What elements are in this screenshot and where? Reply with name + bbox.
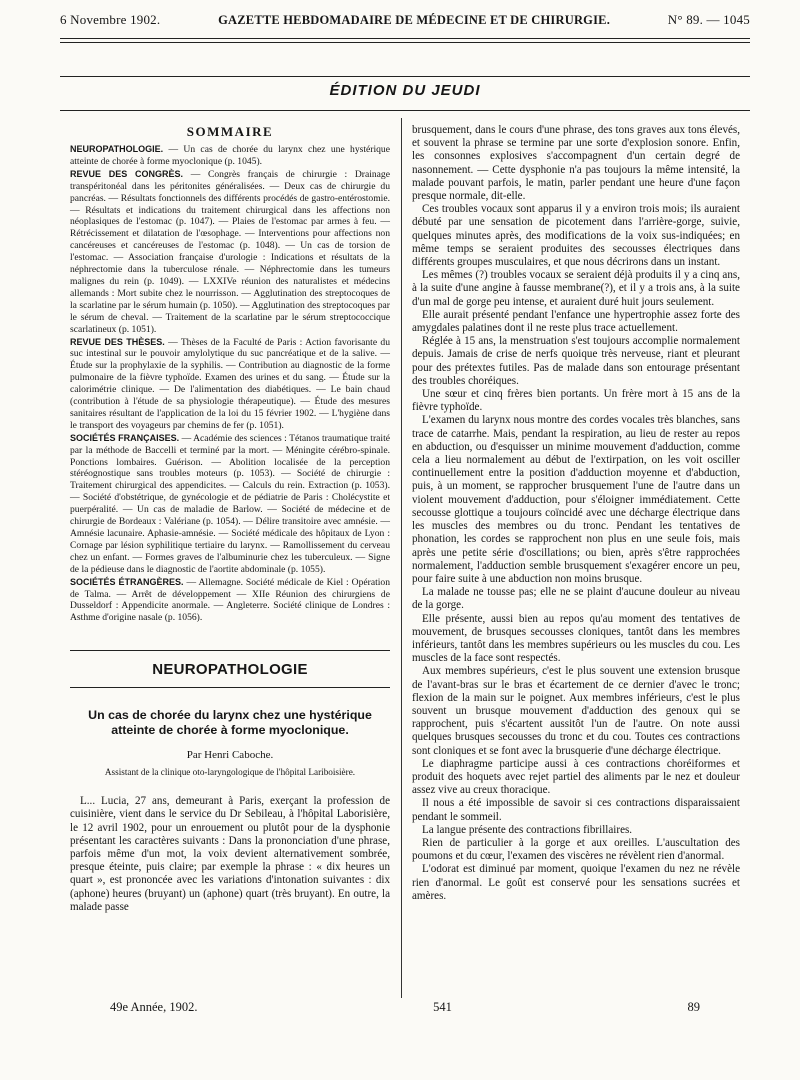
body-paragraph: brusquement, dans le cours d'une phrase, des tons graves aux tons élevés, et souvent la phrase se termine par une sorte d'explosion sonore. Enfin, les consonnes explosives s'accompagnent d'un certain degré de nasonnement. — Cette dysphonie n'a pas toujours la même intensité, la malade pouvant parfois, le matin, parler pendant une heure d'une façon presque normale, dit-elle. bbox=[412, 124, 740, 203]
footer-page-code: 541 bbox=[433, 1000, 452, 1014]
body-paragraph: Réglée à 15 ans, la menstruation s'est toujours accomplie normalement depuis. Jamais de crise de nerfs quoique très nerveuse, riant et pleurant pour des prétextes futiles. Pas de malade dans son entourage présentant des troubles choréiques. bbox=[412, 335, 740, 387]
sommaire-title: SOMMAIRE bbox=[186, 124, 274, 139]
sommaire-entry bbox=[70, 337, 390, 432]
issue-date: 6 Novembre 1902. bbox=[60, 12, 161, 27]
body-paragraph: L'examen du larynx nous montre des cordes vocales très blanches, sans trace de catarrhe. Mais, pendant la respiration, au lieu de rester au repos en abduction, ou d'esquisser un minime mouvement d'adduction, comme cela a lieu normalement au début de l'extirpation, on les voit osciller continuellement entre la position d'adduction moyenne et d'abduction, puis, à un moment, se rapprocher brusquement l'une de l'autre dans un violent mouvement d'adduction, pour s'éloigner immédiatement. Cette secousse glottique a toujours coïncidé avec une décharge électrique dans les muscles des membres ou du tronc. Pendant les tentatives de phonation, les cordes se rapprochent non plus en une seule fois, mais après une petite série d'oscillations; ou bien, après s'être rapprochées normalement, l'adduction semble brusquement s'exagérer encore un peu, pour faire suite à une abduction non moins brusque. bbox=[412, 414, 740, 585]
body-paragraph: Le diaphragme participe aussi à ces contractions choréiformes et produit des hoquets avec rejet partiel des aliments par le nez et douleur assez vive au creux thoracique. bbox=[412, 757, 740, 797]
edition-rule-bottom bbox=[60, 110, 750, 111]
left-column bbox=[70, 124, 390, 914]
journal-title: GAZETTE HEBDOMADAIRE DE MÉDECINE ET DE CHIRURGIE. bbox=[218, 13, 611, 27]
section-heading-box bbox=[70, 650, 390, 688]
right-column bbox=[412, 124, 740, 903]
sommaire-text: — Congrès français de chirurgie : Drainage transpéritonéal dans les péritonites généralisées. — Deux cas de chirurgie du pancréas. — Résultats fonctionnels des différents procédés de gastro-entérostomie. — Résultats et indications du traitement chirurgical dans les affections non néoplasiques de l'estomac (p. 1047). — Plaies de l'estomac par armes à feu. — Rétrécissement et dilatation de l'œsophage. — Interventions pour affections non cancéreuses et cancéreuses de l'estomac (p. 1048). — Un cas de torsion de l'estomac. — Association française d'urologie : Indications et résultats de la néphrectomie dans la tuberculose rénale. — Néphrectomie dans les tumeurs malignes du rein (p. 1049). — LXXIVe réunion des naturalistes et médecins allemands : Mort subite chez le nourrisson. — Agglutination des streptocoques de la scarlatine par le sérum humain (p. 1050). — Agglutination des streptocoques par le sérum de cheval. — Traitement de la scarlatine par le sérum streptococcique scarlatineux (p. 1051). bbox=[70, 168, 390, 335]
article-title: Un cas de chorée du larynx chez une hystérique atteinte de chorée à forme myoclonique. bbox=[88, 708, 372, 737]
edition-rule-top bbox=[60, 76, 750, 77]
body-paragraph: Elle aurait présenté pendant l'enfance une hypertrophie assez forte des amygdales palatines dont il ne reste plus trace actuellement. bbox=[412, 308, 740, 335]
body-paragraph: Rien de particulier à la gorge et aux oreilles. L'auscultation des poumons et du cœur, l'examen des viscères ne révèlent rien d'anormal. bbox=[412, 836, 740, 863]
body-paragraph: Une sœur et cinq frères bien portants. Un frère mort à 15 ans de la fièvre typhoïde. bbox=[412, 388, 740, 414]
page-footer bbox=[110, 1000, 700, 1020]
sommaire-text: — Allemagne. Société médicale de Kiel : Opération de Talma. — Arrêt de développement — XIIe Réunion des chirurgiens de Dusseldorf : Appendicite anormale. — Angleterre. Société clinique de Londres : Asthme d'origine nasale (p. 1056). bbox=[70, 576, 390, 624]
body-paragraph: La langue présente des contractions fibrillaires. bbox=[422, 823, 633, 836]
body-paragraph: Aux membres supérieurs, c'est le plus souvent une extension brusque de l'avant-bras sur le bras et écartement de ce dernier d'avec le tronc; flexion de la main sur le poignet. Aux membres inférieurs, c'est le plus souvent un brusque mouvement d'adduction des genoux qui se rapprochent, puis s'écartent aussitôt l'un de l'autre. On note aussi quelques brusques secousses du tronc et du cou. Toutes ces contractions sont cloniques et se font avec la brusquerie d'une décharge électrique. bbox=[412, 665, 740, 757]
section-heading: NEUROPATHOLOGIE bbox=[152, 661, 308, 679]
body-paragraph: Les mêmes (?) troubles vocaux se seraient déjà produits il y a cinq ans, à la suite d'une angine à fausse membrane(?), et il y a trois ans, à la suite d'un mal de gorge peu intense, et auraient duré huit jours seulement. bbox=[412, 269, 740, 308]
header-rule-bottom bbox=[60, 42, 750, 43]
sommaire-list bbox=[70, 144, 390, 624]
sommaire-section: SOCIÉTÉS FRANÇAISES. bbox=[70, 432, 180, 443]
sommaire-entry bbox=[70, 169, 390, 336]
sommaire-entry bbox=[70, 577, 390, 625]
body-paragraph: Ces troubles vocaux sont apparus il y a environ trois mois; ils auraient débuté par une sensation de picotement dans l'arrière-gorge, suivie, quelques minutes après, des modifications de la voix sus-indiquées; en même temps se seraient produites des secousses électriques dans différents groupes musculaires, et que nous décrirons dans un instant. bbox=[412, 203, 740, 269]
column-divider bbox=[401, 118, 402, 998]
footer-year: 49e Année, 1902. bbox=[110, 1000, 198, 1014]
sommaire-section: REVUE DES CONGRÈS. bbox=[70, 168, 184, 179]
body-paragraph: Il nous a été impossible de savoir si ces contractions disparaissaient pendant le sommeil. bbox=[412, 797, 740, 823]
sommaire-text: — Thèses de la Faculté de Paris : Action favorisante du suc intestinal sur le pouvoir amylolytique du suc pancréatique et de la salive. — Étude sur la prophylaxie de la syphilis. — Contribution au diagnostic de la forme pulmonaire de la fièvre typhoïde. Examen des urines et du sang. — Étude sur la calorimétrie clinique. — De l'alimentation des diabétiques. — Le bain chaud (contribution à l'étude de sa physiologie thérapeutique). — Étude des mesures sanitaires résultant de l'application de la loi du 15 février 1902. — L'hygiène dans le transport des voyageurs par chemins de fer (p. 1051). bbox=[70, 336, 390, 431]
sommaire-section: SOCIÉTÉS ÉTRANGÈRES. bbox=[70, 576, 184, 587]
running-header bbox=[60, 12, 750, 34]
edition-banner: ÉDITION DU JEUDI bbox=[329, 82, 481, 99]
sommaire-section: NEUROPATHOLOGIE. bbox=[70, 144, 164, 154]
sommaire-entry bbox=[70, 144, 390, 168]
author-affiliation: Assistant de la clinique oto-laryngologique de l'hôpital Lariboisière. bbox=[104, 767, 356, 778]
body-paragraph: L'odorat est diminué par moment, quoique l'examen du nez ne révèle rien d'anormal. Le goût est conservé pour les sensations sucrées et amères. bbox=[412, 863, 740, 902]
sommaire-text: — Un cas de chorée du larynx chez une hystérique atteinte de chorée à forme myoclonique (p. 1045). bbox=[70, 144, 390, 167]
sommaire-text: — Académie des sciences : Tétanos traumatique traité par la méthode de Baccelli et terminé par la mort. — Méningite cérébro-spinale. Ponctions lombaires. Guérison. — Abolition localisée de la perception stéréognostique sans troubles moteurs (p. 1053). — Société de chirurgie : Traitement chirurgical des appendicites. — Calculs du rein. Extraction (p. 1053). — Société d'obstétrique, de gynécologie et de pédiatrie de Paris : Cholécystite et puerpéralité. — Un cas de maladie de Barlow. — Société de médecine et de chirurgie de Bordeaux : Valériane (p. 1054). — Délire transitoire avec amnésie. — Amnésie lacunaire. Aphasie-amnésie. — Société médicale des hôpitaux de Lyon : Cornage par lésion syphilitique tertiaire du larynx. — Ramollissement du cerveau chez un enfant. — Formes graves de l'albuminurie chez les tuberculeux. — Signe de la pédieuse dans le diagnostic de l'aortite abdominale (p. 1055). bbox=[70, 432, 390, 575]
article-lead-paragraph: L... Lucia, 27 ans, demeurant à Paris, exerçant la profession de cuisinière, vient dans le service du Dr Sebileau, à l'hôpital Laborisière, le 12 avril 1902, pour un enrouement ou plutôt pour de la dysphonie présentant les caractères suivants : Dans la prononciation d'une phrase, parfois même d'un mot, la voix devient alternativement sombrée, presque éteinte, puis claire; par exemple la phrase : « dix heures un quart », est prononcée avec les variations d'intonation suivantes : dix (aphone) heures (bruyant) un (aphone) quart (très bruyant). En outre, la malade passe bbox=[70, 795, 390, 913]
sommaire-entry bbox=[70, 433, 390, 576]
body-paragraph: Elle présente, aussi bien au repos qu'au moment des tentatives de mouvement, de brusques secousses cloniques, tantôt dans les membres inférieurs, tantôt dans les membres supérieurs ou les muscles du cou. Les muscles de la face sont respectés. bbox=[412, 612, 740, 665]
issue-number: N° 89. — 1045 bbox=[667, 12, 750, 27]
sommaire-section: REVUE DES THÈSES. bbox=[70, 336, 165, 347]
body-paragraph: La malade ne tousse pas; elle ne se plaint d'aucune douleur au niveau de la gorge. bbox=[412, 586, 740, 612]
header-rule-top bbox=[60, 38, 750, 39]
footer-page-number: 89 bbox=[687, 1000, 700, 1014]
article-author: Par Henri Caboche. bbox=[186, 749, 274, 762]
